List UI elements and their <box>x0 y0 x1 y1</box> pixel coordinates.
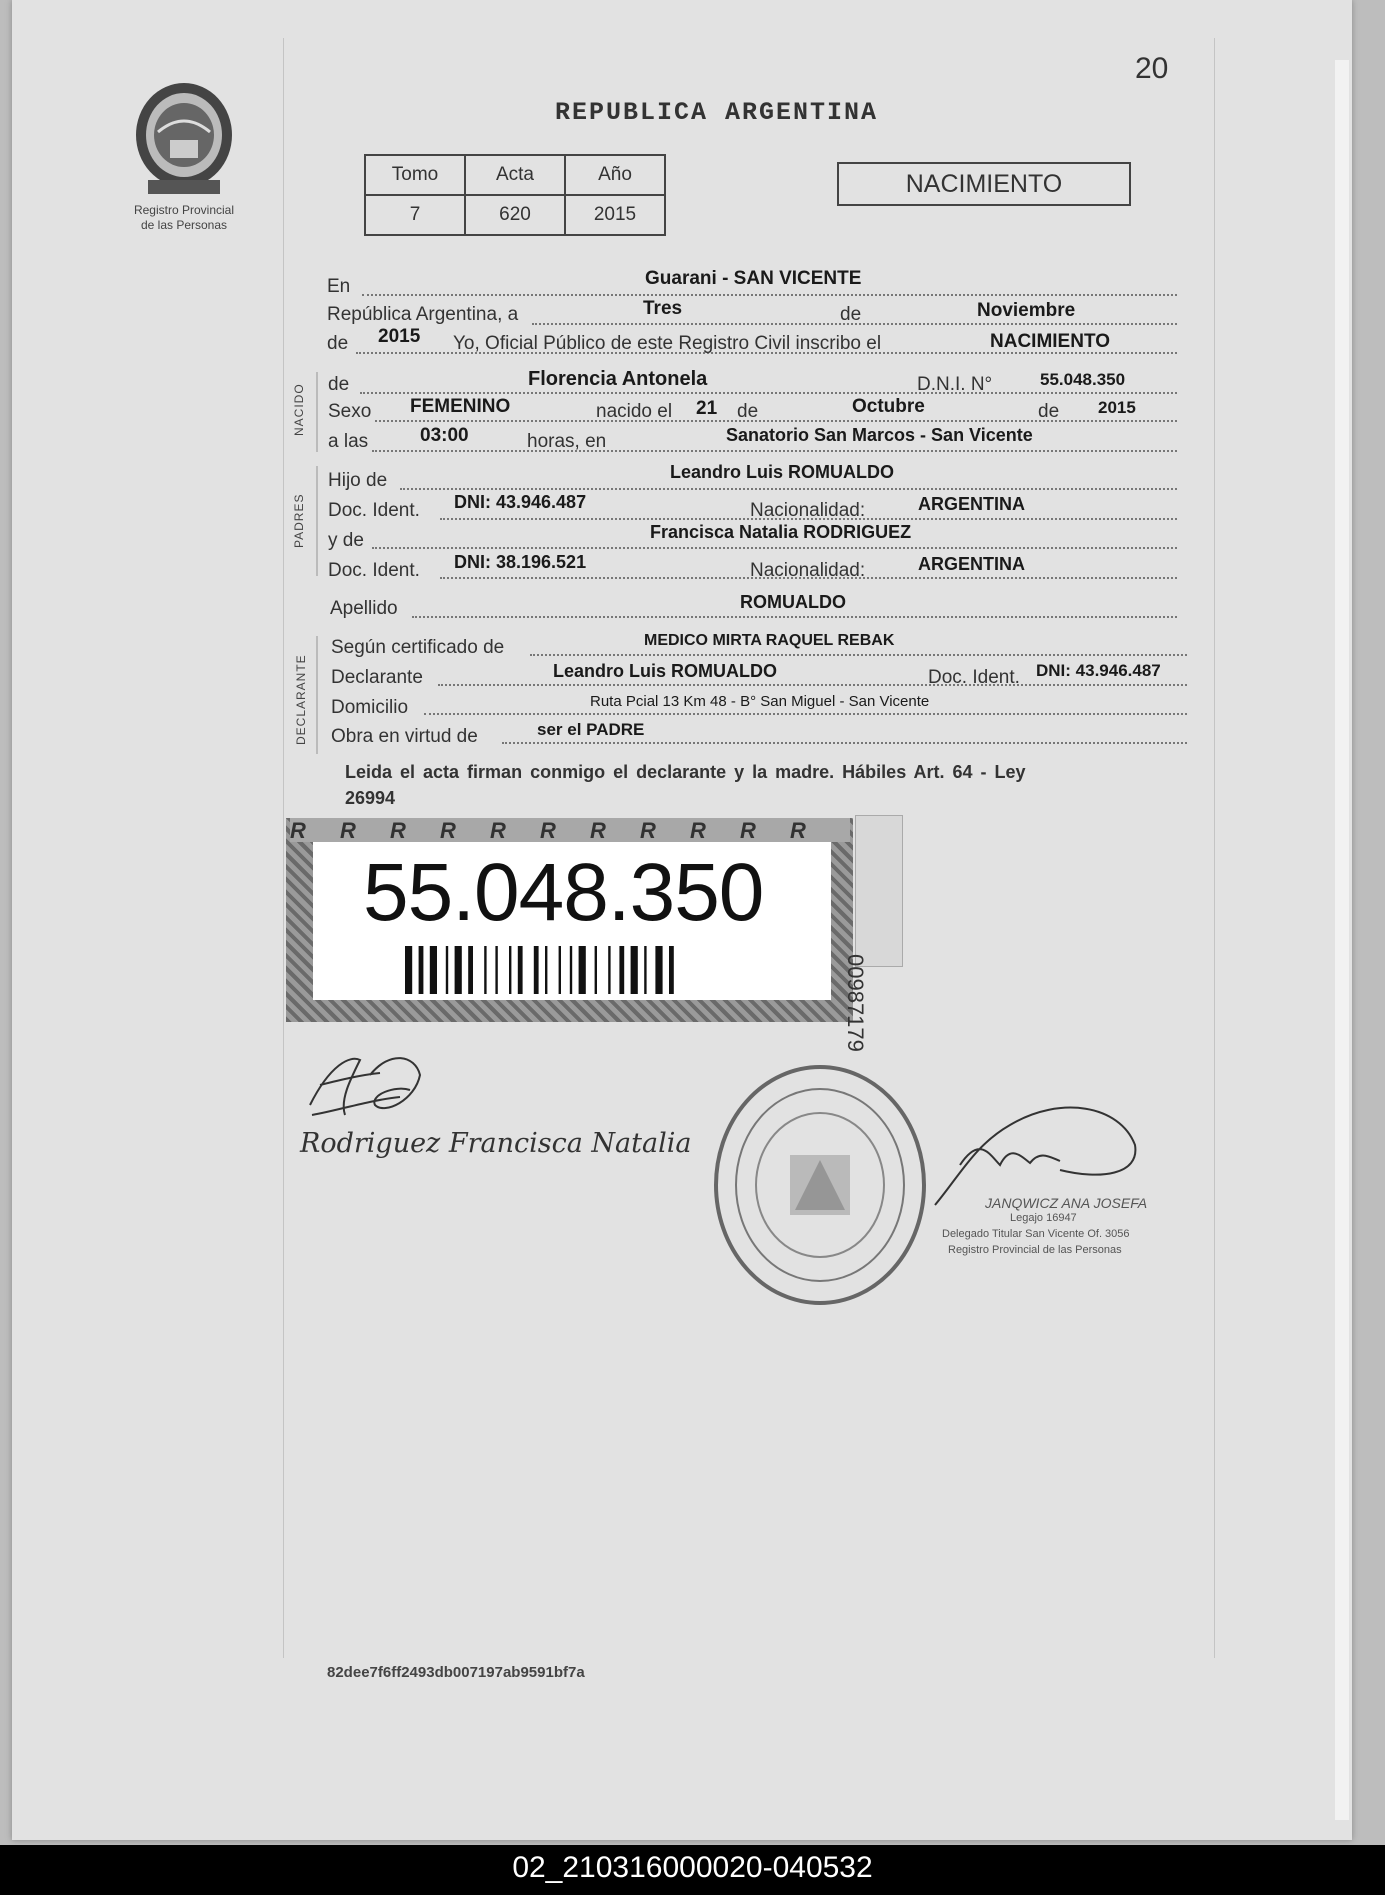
ref-header-anio: Año <box>565 155 665 195</box>
section-label-padres: PADRES <box>292 493 306 548</box>
security-pattern-r-row: R R R R R R R R R R R <box>290 818 850 842</box>
father-name: Leandro Luis ROMUALDO <box>670 462 894 482</box>
declarant-address: Ruta Pcial 13 Km 48 - B° San Miguel - San Vicente <box>590 693 930 710</box>
barcode-bar <box>509 946 511 994</box>
doc-label: Doc. Ident. <box>328 500 420 521</box>
a-las-label: a las <box>328 431 369 452</box>
registration-day: Tres <box>643 298 683 319</box>
section-divider <box>316 636 318 754</box>
document-hash: 82dee7f6ff2493db007197ab9591bf7a <box>327 1664 585 1681</box>
serial-number-tab <box>843 815 903 1052</box>
birth-place: Sanatorio San Marcos - San Vicente <box>726 425 1033 445</box>
barcode-bar <box>570 946 572 994</box>
oficial-text: Yo, Oficial Público de este Registro Civil inscribo el <box>453 333 882 354</box>
barcode-bar <box>669 946 674 994</box>
horas-en-label: horas, en <box>527 431 607 452</box>
ref-header-tomo: Tomo <box>365 155 465 195</box>
registration-year: 2015 <box>378 326 421 347</box>
official-name: JANQWICZ ANA JOSEFA <box>985 1195 1148 1211</box>
dotted-line <box>438 684 1187 686</box>
footer-id: 02_210316000020-040532 <box>512 1851 873 1884</box>
dotted-line <box>412 616 1177 618</box>
sheet-edge <box>1335 60 1349 1820</box>
birth-month: Octubre <box>852 396 925 417</box>
document-title: REPUBLICA ARGENTINA <box>555 98 879 127</box>
declarante-label: Declarante <box>331 667 423 688</box>
birth-day: 21 <box>696 398 718 419</box>
birth-time: 03:00 <box>420 425 469 446</box>
reading-statement-2: 26994 <box>345 788 396 808</box>
declarant-signature <box>300 1045 440 1130</box>
provincial-seal-logo <box>128 80 240 205</box>
barcode-bar <box>655 946 662 994</box>
barcode-bar <box>405 946 412 994</box>
dotted-line <box>530 654 1187 656</box>
barcode-bar <box>446 946 448 994</box>
official-registry-stamp <box>710 1060 930 1310</box>
section-divider <box>316 372 318 452</box>
dotted-line <box>400 488 1177 490</box>
surname: ROMUALDO <box>740 592 846 612</box>
sexo-label: Sexo <box>328 401 372 422</box>
certifying-doctor: MEDICO MIRTA RAQUEL REBAK <box>644 632 895 649</box>
declarant-doc: DNI: 43.946.487 <box>1036 661 1161 680</box>
ref-value-tomo: 7 <box>365 195 465 235</box>
barcode-bar <box>545 946 547 994</box>
barcode-bar <box>619 946 624 994</box>
registration-place: Guarani - SAN VICENTE <box>645 268 862 289</box>
image-footer-bar <box>0 1845 1385 1895</box>
mother-name: Francisca Natalia RODRIGUEZ <box>650 522 912 542</box>
barcode-bar <box>455 946 462 994</box>
act-type-box: NACIMIENTO <box>837 162 1131 206</box>
dni-label: D.N.I. N° <box>917 374 993 395</box>
domicilio-label: Domicilio <box>331 697 409 718</box>
ref-value-anio: 2015 <box>565 195 665 235</box>
nacionalidad-label: Nacionalidad: <box>750 560 866 581</box>
reading-statement-1: Leida el acta firman conmigo el declarante y la madre. Hábiles Art. 64 - Ley <box>345 762 1026 782</box>
section-label-declarante: DECLARANTE <box>294 654 308 745</box>
barcode-bar <box>644 946 646 994</box>
barcode-bar <box>631 946 638 994</box>
dotted-line <box>362 294 1177 296</box>
mother-doc: DNI: 38.196.521 <box>454 552 587 572</box>
ref-value-acta: 620 <box>465 195 565 235</box>
page-number: 20 <box>1135 52 1169 85</box>
barcode <box>405 946 745 994</box>
barcode-bar <box>518 946 523 994</box>
republica-label: República Argentina, a <box>327 304 519 325</box>
doc-label: Doc. Ident. <box>328 560 420 581</box>
hijo-de-label: Hijo de <box>328 470 388 491</box>
barcode-bar <box>419 946 424 994</box>
reference-table <box>364 154 666 236</box>
barcode-bar <box>559 946 561 994</box>
section-label-nacido: NACIDO <box>292 383 306 436</box>
de-label: de <box>840 304 862 325</box>
child-dni: 55.048.350 <box>1040 370 1126 389</box>
nacido-el-label: nacido el <box>596 401 673 422</box>
apellido-label: Apellido <box>330 598 398 619</box>
barcode-bar <box>579 946 586 994</box>
id-number: 55.048.350 <box>363 847 764 938</box>
dotted-line <box>372 547 1177 549</box>
child-name: Florencia Antonela <box>528 368 708 390</box>
barcode-bar <box>430 946 437 994</box>
serial-number: 00987179 <box>843 954 868 1052</box>
barcode-bar <box>534 946 539 994</box>
barcode-bar <box>608 946 610 994</box>
official-organization: Registro Provincial de las Personas <box>948 1244 1122 1256</box>
declarant-relation: ser el PADRE <box>537 720 645 739</box>
de-label: de <box>737 401 759 422</box>
father-nationality: ARGENTINA <box>918 494 1025 514</box>
certificado-label: Según certificado de <box>331 637 505 658</box>
dotted-line <box>502 742 1187 744</box>
dotted-line <box>372 450 1177 452</box>
official-legajo: Legajo 16947 <box>1010 1212 1077 1224</box>
logo-caption-2: de las Personas <box>140 218 228 232</box>
declarant-doc-label: Doc. Ident. <box>928 667 1020 688</box>
registration-month: Noviembre <box>977 300 1076 321</box>
barcode-bar <box>495 946 497 994</box>
logo-caption-1: Registro Provincial <box>133 203 235 217</box>
mother-nationality: ARGENTINA <box>918 554 1025 574</box>
id-number-label <box>313 842 831 1000</box>
mother-handwritten-name: Rodriguez Francisca Natalia <box>300 1128 692 1159</box>
de-label-2: de <box>327 333 349 354</box>
dotted-line <box>360 392 1177 394</box>
official-role: Delegado Titular San Vicente Of. 3056 <box>942 1228 1130 1240</box>
y-de-label: y de <box>328 530 364 551</box>
ref-header-acta: Acta <box>465 155 565 195</box>
obra-label: Obra en virtud de <box>331 726 478 747</box>
registration-type: NACIMIENTO <box>990 331 1110 352</box>
dotted-line <box>424 713 1187 715</box>
barcode-bar <box>468 946 473 994</box>
child-sex: FEMENINO <box>410 396 511 417</box>
nacionalidad-label: Nacionalidad: <box>750 500 866 521</box>
barcode-bar <box>595 946 597 994</box>
section-divider <box>316 466 318 576</box>
de-label: de <box>328 374 350 395</box>
father-doc: DNI: 43.946.487 <box>454 492 587 512</box>
de-label-2: de <box>1038 401 1060 422</box>
en-label: En <box>327 276 351 297</box>
declarant-name: Leandro Luis ROMUALDO <box>553 661 777 681</box>
barcode-bar <box>484 946 486 994</box>
birth-year: 2015 <box>1098 398 1136 417</box>
